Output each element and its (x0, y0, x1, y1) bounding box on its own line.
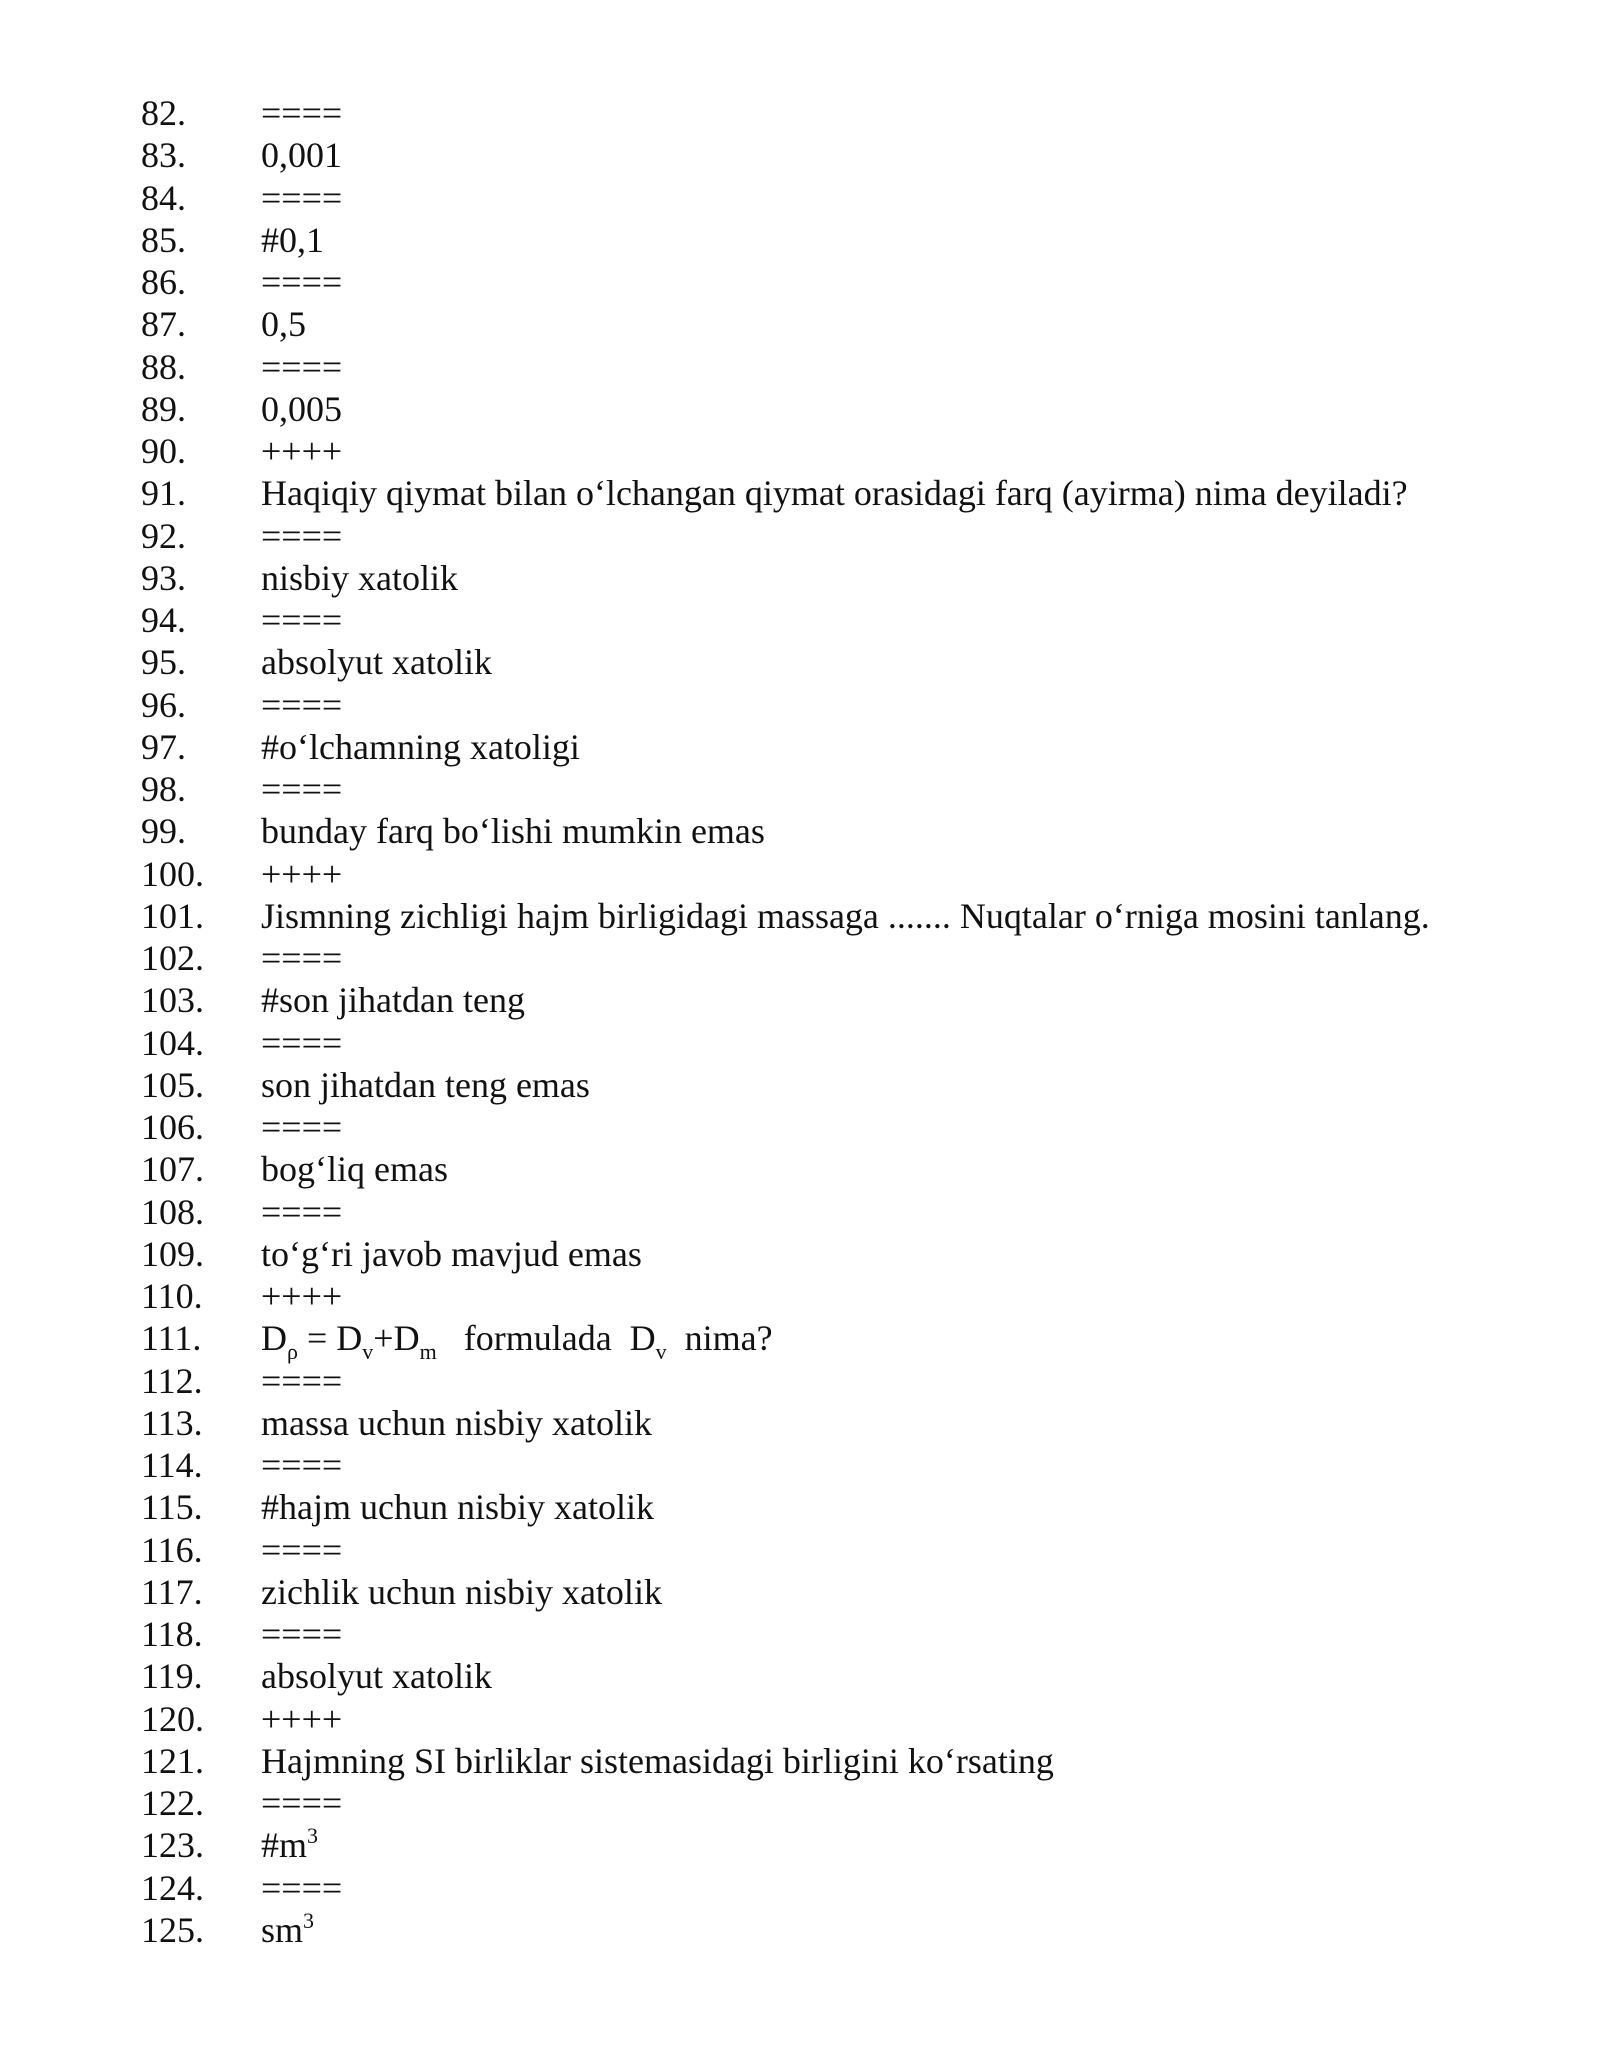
formula-subscript: v (655, 1339, 667, 1365)
formula-part: + (373, 1318, 394, 1359)
line-number: 93. (141, 557, 186, 598)
document-line (0, 134, 1600, 176)
line-number: 94. (141, 600, 186, 640)
line-number: 87. (141, 304, 186, 345)
document-line (0, 1782, 1600, 1824)
line-text: son jihatdan teng emas (261, 1064, 590, 1105)
document-line (0, 1233, 1600, 1275)
unit-exponent: 3 (303, 1907, 315, 1933)
document-line (0, 1613, 1600, 1655)
document-line (0, 853, 1600, 895)
document-line (0, 388, 1600, 430)
document-line (0, 1317, 1600, 1365)
line-text (261, 1909, 314, 1951)
formula-subscript: ρ (287, 1339, 298, 1365)
line-text (261, 1824, 318, 1866)
line-text: ==== (261, 1614, 343, 1654)
document-line (0, 895, 1600, 937)
line-text: #son jihatdan teng (261, 980, 525, 1021)
line-number: 122. (141, 1783, 204, 1823)
line-number: 107. (141, 1149, 204, 1190)
line-text: ==== (261, 1360, 343, 1401)
line-number: 116. (141, 1529, 203, 1570)
line-number: 113. (141, 1402, 203, 1443)
line-text: ==== (261, 1445, 343, 1485)
line-text: to‘g‘ri javob mavjud emas (261, 1233, 642, 1274)
line-number: 112. (141, 1360, 203, 1401)
line-number: 114. (141, 1445, 203, 1485)
line-number: 90. (141, 431, 186, 471)
line-text: zichlik uchun nisbiy xatolik (261, 1571, 662, 1612)
document-line (0, 177, 1600, 219)
line-number: 109. (141, 1233, 204, 1274)
line-text: ==== (261, 346, 343, 387)
document-line (0, 430, 1600, 472)
document-line (0, 261, 1600, 303)
line-text: bog‘liq emas (261, 1149, 448, 1190)
line-text: ++++ (261, 1698, 343, 1739)
formula-part: = (297, 1318, 337, 1359)
document-line (0, 1824, 1600, 1866)
line-text: ++++ (261, 1276, 343, 1316)
line-number: 124. (141, 1867, 204, 1908)
line-number: 102. (141, 938, 204, 978)
line-number: 104. (141, 1022, 204, 1063)
document-line (0, 684, 1600, 726)
line-text: #o‘lchamning xatoligi (261, 726, 580, 767)
line-text: nisbiy xatolik (261, 557, 458, 598)
document-line (0, 472, 1600, 514)
document-line (0, 1444, 1600, 1486)
line-number: 86. (141, 262, 186, 302)
line-number: 125. (141, 1909, 204, 1950)
line-text: Hajmning SI birliklar sistemasidagi birligini ko‘rsating (261, 1740, 1054, 1781)
line-number: 98. (141, 769, 186, 809)
formula-part: formulada (436, 1318, 630, 1359)
line-number: 108. (141, 1191, 204, 1232)
line-number: 83. (141, 135, 186, 176)
line-number: 91. (141, 473, 186, 514)
document-line (0, 1740, 1600, 1782)
document-line (0, 1909, 1600, 1951)
unit-base: #m (261, 1825, 308, 1866)
line-number: 105. (141, 1064, 204, 1105)
line-number: 115. (141, 1487, 203, 1528)
line-text: ++++ (261, 431, 343, 471)
line-text: bunday farq bo‘lishi mumkin emas (261, 811, 765, 852)
formula-part: D (336, 1318, 363, 1359)
line-number: 121. (141, 1740, 204, 1781)
line-text: ++++ (261, 853, 343, 894)
document-line (0, 726, 1600, 768)
line-number: 120. (141, 1698, 204, 1739)
document-line (0, 92, 1600, 134)
document-line (0, 1402, 1600, 1444)
line-text: absolyut xatolik (261, 1656, 492, 1697)
line-text: Jismning zichligi hajm birligidagi massaga ....... Nuqtalar o‘rniga mosini tanlang. (261, 895, 1430, 936)
line-number: 89. (141, 388, 186, 429)
document-line (0, 557, 1600, 599)
line-number: 85. (141, 219, 186, 260)
line-text: ==== (261, 177, 343, 218)
document-line (0, 1655, 1600, 1697)
document-line (0, 1022, 1600, 1064)
document-line (0, 1698, 1600, 1740)
line-text: Haqiqiy qiymat bilan o‘lchangan qiymat orasidagi farq (ayirma) nima deyiladi? (261, 473, 1408, 514)
line-number: 106. (141, 1107, 204, 1147)
line-text: ==== (261, 600, 343, 640)
document-line (0, 1360, 1600, 1402)
line-text: ==== (261, 515, 343, 556)
formula-part: nima? (666, 1318, 773, 1359)
line-text: 0,005 (261, 388, 342, 429)
document-line (0, 219, 1600, 261)
formula-subscript: m (419, 1339, 437, 1365)
line-number: 123. (141, 1825, 204, 1866)
line-text: massa uchun nisbiy xatolik (261, 1402, 652, 1443)
line-number: 100. (141, 853, 204, 894)
document-line (0, 1106, 1600, 1148)
line-number: 119. (141, 1656, 203, 1697)
line-number: 84. (141, 177, 186, 218)
line-number: 103. (141, 980, 204, 1021)
line-number: 99. (141, 811, 186, 852)
document-line (0, 810, 1600, 852)
line-text: ==== (261, 262, 343, 302)
line-number: 117. (141, 1571, 203, 1612)
formula-part: D (629, 1318, 656, 1359)
document-line (0, 1275, 1600, 1317)
document-line (0, 1064, 1600, 1106)
line-number: 96. (141, 684, 186, 725)
line-text: ==== (261, 1867, 343, 1908)
line-text: ==== (261, 1022, 343, 1063)
document-line (0, 1571, 1600, 1613)
formula-text (261, 1317, 773, 1365)
document-line (0, 937, 1600, 979)
line-number: 82. (141, 93, 186, 133)
document-line (0, 515, 1600, 557)
line-text: ==== (261, 769, 343, 809)
line-text: ==== (261, 684, 343, 725)
document-line (0, 1529, 1600, 1571)
document-line (0, 979, 1600, 1021)
line-number: 110. (141, 1276, 203, 1316)
document-line (0, 599, 1600, 641)
line-text: 0,5 (261, 304, 306, 345)
line-text: ==== (261, 93, 343, 133)
formula-part: D (261, 1318, 287, 1359)
line-text: 0,001 (261, 135, 342, 176)
line-text: ==== (261, 1191, 343, 1232)
document-page (0, 92, 1600, 1951)
line-number: 92. (141, 515, 186, 556)
line-text: ==== (261, 1783, 343, 1823)
line-text: #hajm uchun nisbiy xatolik (261, 1487, 654, 1528)
document-line (0, 303, 1600, 345)
document-line (0, 1191, 1600, 1233)
formula-subscript: v (362, 1339, 374, 1365)
unit-base: sm (261, 1909, 304, 1950)
document-line (0, 768, 1600, 810)
line-number: 101. (141, 895, 204, 936)
line-number: 97. (141, 726, 186, 767)
line-number: 118. (141, 1614, 203, 1654)
line-text: ==== (261, 1107, 343, 1147)
line-number: 88. (141, 346, 186, 387)
document-line (0, 1867, 1600, 1909)
line-number: 95. (141, 642, 186, 683)
line-text: absolyut xatolik (261, 642, 492, 683)
document-line (0, 641, 1600, 683)
document-line (0, 346, 1600, 388)
formula-part: D (393, 1318, 420, 1359)
line-text: #0,1 (261, 219, 324, 260)
unit-exponent: 3 (307, 1823, 319, 1849)
document-line (0, 1148, 1600, 1190)
line-text: ==== (261, 938, 343, 978)
document-line (0, 1486, 1600, 1528)
line-number: 111. (141, 1318, 202, 1359)
line-text: ==== (261, 1529, 343, 1570)
